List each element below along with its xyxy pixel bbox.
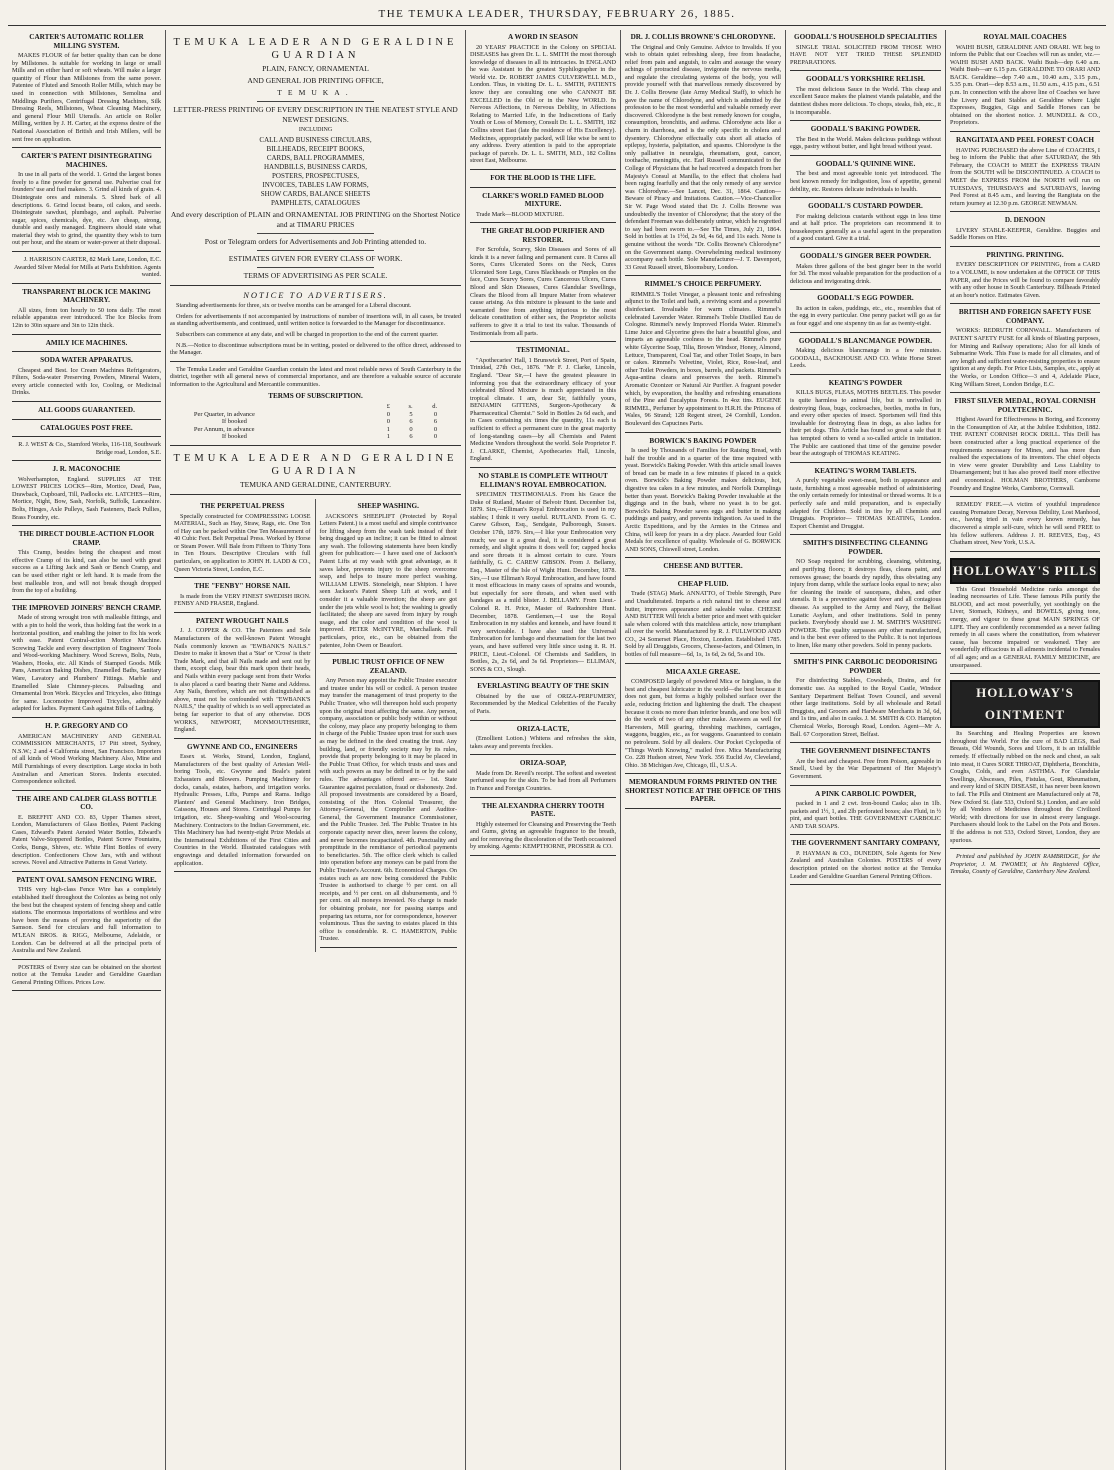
divider [625,773,781,774]
divider [470,754,616,755]
divider [625,275,781,276]
advert-heading: PATENT WROUGHT NAILS [196,616,289,625]
footer-banner-title [170,452,461,478]
advert-heading: H. P. GREGORY AND CO [45,722,128,731]
advert-heading: SODA WATER APPARATUS. [40,356,133,365]
notice-heading: NOTICE TO ADVERTISERS. [243,289,388,300]
advert-heading: SMITH'S PINK CARBOLIC DEODORISING POWDER [793,658,938,675]
advert-body: SPECIMEN TESTIMONIALS. From his Grace the Duke of Rutland, Master of Belvoir Hunt. December 1st, 1879. Sirs,—Elliman's Royal Embrocation is used in my stables; I think it very useful. RUTLAND. From G. C. Carew Gibson, Esq., Sendgate, Pulborough, Sussex. October 17th, 1879. Sirs,—I like your Embrocation very much; we use it a great deal, it is considered a great remedy, and slight sprains it does well for; capped hocks and sore throats it is almost certain to cure. Yours faithfully, G. C. CAREW GIBSON. From J. Bellamy, Esq., Master of the Isle of Wight Hunt. December, 1878. Sirs,—I use Elliman's Royal Embrocation, and have found it most efficacious in many cases of sprains and wounds, but especially for sore throats, and when used with bandages as a mild blister. J. BELLAMY. From Lieut.-Colonel R. H. Price, Master of Radnorshire Hunt. December, 1878. Gentlemen,—I use the Royal Embrocation in my stables and kennels, and have found it very serviceable. I have also used the Universal Embrocation for lumbago and rheumatism for the last two years, and have suffered very little since using it. R. H. PRICE, Lieut.-Colonel. Of Chemists and Saddlers, in Bottles, 2s, 2s 6d, and 3s 6d. Proprietors— ELLIMAN, SONS & CO., Slough. [470,491,616,673]
advert-body: SINGLE TRIAL SOLICITED FROM THOSE WHO HAVE NOT YET TRIED THESE SPLENDID PREPARATIONS. [790,43,941,66]
pence-value: 6 [433,418,438,426]
divider [790,534,941,535]
circulation-paragraph: The Temuka Leader and Geraldine Guardian contain the latest and most reliable news of South Canterbury in the district, together with all general news of commercial importance, and are therefore a valuable source of accurate information to the Agricultural and Mercantile communities. [170,365,461,388]
divider [470,187,616,188]
advert-heading: THE ALEXANDRA CHERRY TOOTH PASTE. [481,801,605,819]
pounds-value: 0 [386,418,391,426]
divider [625,808,781,809]
column-5 [786,30,946,1470]
advert-heading: A WORD IN SEASON [508,33,578,41]
advert-heading: THE IMPROVED JOINERS' BENCH CRAMP. [12,603,161,612]
printing-item: INVOICES, TABLES LAW FORMS, [262,180,369,189]
advert-body: Made from Dr. Reveil's receipt. The softest and sweetest perfumed soap for the skin. To be had from all Perfumers in France and Foreign Countries. [470,769,616,792]
divider [12,790,161,791]
title-word: AND [319,37,355,48]
advert-body: RIMMEL'S Toilet Vinegar, a pleasant tonic and refreshing adjunct to the Toilet and bath, a reviving scent and a powerful disinfectant. Invaluable for warm climates. Rimmel's celebrated Lavender Water. Rimmel's Treble Distilled Eau de Cologne. Rimmel's newly Improved Florida Water. Rimmel's Lime Juice and Glycerine gives the hair a beautiful gloss, and imparts an agreeable coolness to the head. Rimmel's pure white Glycerine Soap, Tilia, Brown Windsor, Honey, Almond, Lettuce, Transparent, Coal Tar, and other Toilet Soaps, in bars or cakes. Rimmel's Velvetine, Violet, Rice, Rose-leaf, and other Toilet Powders, in boxes, barrels, and packets. Rimmel's Aqua-antina cleans and preserves the teeth. Rimmel's Aromatic Ozonizer or Natural Air Purifier. A fragrant powder which, by evaporation, the healthy and refreshing emanations of the Pine and Eucalyptus Forests. In 4oz tins. EUGENE RIMMEL, Perfumer by appointment to H.R.H. the Princess of Wales, 96 Strand; 128 Regent street, 24 Cornhill, London. Boulevard des Capucines Paris. [625,290,781,427]
divider [257,101,373,102]
divider [950,131,1100,132]
divider [950,211,1100,212]
divider [790,197,941,198]
advert-heading: ALL GOODS GUARANTEED. [38,406,135,414]
divider [790,120,941,121]
advert-heading: CARTER'S AUTOMATIC ROLLER MILLING SYSTEM. [29,33,144,50]
advert-body: Is made from the VERY FINEST SWEDISH IRON. FENBY AND FRASER, England. [174,592,311,608]
divider [790,247,941,248]
divider [12,251,161,252]
divider [470,855,616,856]
divider [320,947,458,948]
printing-items [170,136,461,208]
divider [470,797,616,798]
divider [950,496,1100,497]
advert-body: A purely vegetable sweet-meat, both in appearance and taste, furnishing a most agreeable method of administering the only certain remedy for intestinal or thread worms. It is a perfectly safe and mild preparation, and is especially adapted for Children. Sold in tins by all Chemists and Druggists. Proprietor— THOMAS KEATING, London. Export Chemist and Druggist. [790,477,941,530]
divider [790,332,941,333]
divider [470,720,616,721]
title-word: GERALDINE [361,453,458,464]
advert-body: The Original and Only Genuine. Advice to Invalids. If you wish to obtain quiet refreshing sleep, free from headache, relief from pain and anguish, to calm and assuage the weary achings of protracted disease, invigorate the nervous media, and regulate the circulating systems of the body, you will provide yourself with that marvellous remedy discovered by Dr. J. Collis Browne (late Army Medical Staff), to which he gave the name of Chlorodyne, and which is admitted by the profession to be the most wonderful and valuable remedy ever discovered. Chlorodyne is the best remedy known for coughs, consumption, bronchitis, and asthma. Chlorodyne acts like a charm in diarrhoea, and is the only specific in cholera and dysentery. Chlorodyne effectually cuts short all attacks of epilepsy, hysteria, palpitation, and spasms. Chlorodyne is the only palliative in neuralgia, rheumatism, gout, cancer, toothache, meningitis, etc. Earl Russell communicated to the College of Physicians that he had received a despatch from her Majesty's Consul at Manilla, to the effect that cholera had been raging fearfully and that the only remedy of any service was Chlorodyne.—See Lancet, Dec. 31, 1864. Caution—Beware of Piracy and Imitations. Caution.—Vice-Chancellor Sir W. Page Wood stated that Dr. J. Collis Browne was undoubtedly the inventor of Chlorodyne; that the story of the defendant Freeman was deliberately untrue, which he regretted to say had been sworn to.—See The Times, July 21, 1864. Sold in bottles at 1s 1½d, 2s 9d, 4s 6d, and 11s each. None is genuine without the words "Dr. Collis Browne's Chlorodyne" on the Government stamp. Overwhelming medical testimony accompany each bottle. Sole Manufacturer—J. T. Davenport, 33 Great Russell street, Bloomsbury, London. [625,43,781,271]
divider [12,525,161,526]
notice-paragraph: N.B.—Notice to discontinue subscriptions must be in writing, posted or delivered to the office direct, addressed to the Manager. [170,341,461,357]
divider [470,222,616,223]
advert-heading: PATENT OVAL SAMSON FENCING WIRE. [16,875,157,884]
advert-body: REMEDY FREE.—A victim of youthful imprudence causing Premature Decay, Nervous Debility, Lost Manhood, etc., having tried in vain every known remedy, has discovered a simple self-cure, which he will send FREE to his fellow sufferers. Address J. H. REEVES, Esq., 43 Chatham street, New York, U.S.A. [950,501,1100,547]
advert-heading: A PINK CARBOLIC POWDER, [814,789,917,798]
advert-body: Making delicious blancmange in a few minutes. GOODALL, BACKHOUSE AND CO. White Horse Street Leeds. [790,347,941,370]
advert-signature: R. J. WEST & Co., Stamford Works, 116-118, Southwark Bridge road, London, S.E. [18,441,161,456]
divider [950,673,1100,674]
col-shillings: s. [408,403,413,411]
advert-body: P. HAYMAN & CO., DUNEDIN, Sole Agents for New Zealand and Australian Colonies. POSTERS of every description printed on the shortest notice at the Temuka Leader and Geraldine Guardian General Printing Offices. [790,849,941,880]
title-word: LEADER [248,453,314,464]
estimates-line: ESTIMATES GIVEN FOR EVERY CLASS OF WORK. [228,253,403,263]
divider [950,551,1100,552]
advert-heading: CHEESE AND BUTTER. [663,562,743,571]
shillings-value: 6 [409,433,413,441]
advert-heading: SMITH'S DISINFECTING CLEANING POWDER. [802,539,928,556]
divider [790,155,941,156]
pence-value: 0 [433,425,438,433]
advert-body: Makes three gallons of the best ginger beer in the world for 3d. The most valuable preparation for the production of a delicious and invigorating drink. [790,262,941,285]
advert-heading: THE AIRE AND CALDER GLASS BOTTLE CO. [16,794,157,812]
divider [170,494,461,495]
row-label: If booked [221,418,247,426]
subscription-table [192,403,439,441]
divider [170,361,461,362]
divider [470,677,616,678]
title-word: TEMUKA [173,37,242,48]
printing-item: CALL AND BUSINESS CIRCULARS, [259,135,372,144]
divider [790,834,941,835]
divider [12,351,161,352]
advert-heading: PRINTING. PRINTING. [986,250,1064,259]
advert-heading: THE PERPETUAL PRESS [200,502,285,510]
divider [625,575,781,576]
divider [950,392,1100,393]
advert-heading: GOODALL'S BLANCMANGE POWDER. [798,336,933,345]
divider [174,871,311,872]
advert-body: EVERY DESCRIPTION OF PRINTING, from a CARD to a VOLUME, is now undertaken at the OFFICE OF THIS PAPER, and the Prices will be found to compare favorably with any other house in South Canterbury. Billheads Printed at an hour's notice. Estimates Given. [950,261,1100,299]
advert-heading: THE GREAT BLOOD PURIFIER AND RESTORER. [481,227,605,244]
column-1 [8,30,166,1470]
advert-body: For disinfecting Stables, Cowsheds, Drains, and for domestic use. As supplied to the Royal Castle, Windsor Sanitary Department Belfast Town Council, and several other large institutions. Sold by all wholesale and Retail Druggists, and Grocers and Hardware Merchants in 3d, 6d, and 1s tins, and also in casks. J. M. SMITH & CO. Hampton Chemical Works, Borough Road, London. Agent—Mr A. Ball. 67 Corporation Street, Belfast. [790,677,941,738]
advert-heading: AMILY ICE MACHINES. [45,338,128,347]
advert-heading: RIMMEL'S CHOICE PERFUMERY. [644,280,762,289]
printer-imprint: Printed and published by JOHN RAMBRIDGE, for the Proprietor, J. M. TWOMEY, at his Registered Office, Temuka, County of Geraldine, Canterbury New Zealand. [950,853,1100,876]
col-pence: d. [432,403,438,411]
office-banner-title [170,36,461,62]
advert-heading: THE GOVERNMENT SANITARY COMPANY, [791,839,940,848]
advert-body: All sizes, from ton hourly to 50 tons daily. The most reliable apparatus ever introduced. The Ice Blocks from 12in to 30in square and 3in to 12in thick. [12,306,161,330]
shillings-value: 5 [409,410,413,418]
advert-heading: FIRST SILVER MEDAL, ROYAL CORNISH POLYTECHNIC. [954,397,1096,414]
advert-heading: KEATING'S WORM TABLETS. [814,466,917,475]
advert-body: MAKES FLOUR of far better quality than can be done by Millstones. Is suitable for working in large or small Mills and on either hard or soft wheats. Will make a larger quantity of Flour than Millstones from the same power. Patentee of Fluted and Smooth Roller Mills, which may be used in connection with Millstones, Semolina and Middlings Purifiers, Centrifugal Dressing Machines, Silk Dressing Reels, Millstones, Wheat Cleaning Machinery, and general Flour Mill Utensils. An article on Roller Milling, written by J. H. Carter, at the express desire of the National Association of British and Irish Millers, will be sent free on application. [12,52,161,143]
subscription-row [192,433,439,441]
subscription-heading: TERMS OF SUBSCRIPTION. [268,391,363,400]
row-label: Per Annum, in advance [193,425,255,433]
printing-item: HANDBILLS, BUSINESS CARDS, [263,162,368,171]
letterpress-line: LETTER-PRESS PRINTING OF EVERY DESCRIPTION IN THE NEATEST STYLE AND NEWEST DESIGNS. [173,105,458,124]
advert-heading: THE "FENBY" HORSE NAIL [194,582,291,591]
divider [950,848,1100,849]
twin-advert-area [170,499,461,952]
advert-heading: BRITISH AND FOREIGN SAFETY FUSE COMPANY. [958,308,1092,325]
shillings-value: 6 [409,418,413,426]
printing-item: PAMPHLETS, CATALOGUES [270,198,361,207]
advert-body: packed in 1 and 2 cwt. Iron-bound Casks; also in 1lb. packets and 1½, 1, and 2lb perforated boxes; also Fluid, in ½ pint, and quart bottles. THE GOVERNMENT CARBOLIC AND TAR SOAPS. [790,800,941,830]
advert-heading: GOODALL'S CUSTARD POWDER. [808,202,923,211]
advert-heading: GOODALL'S GINGER BEER POWDER. [800,252,931,260]
right-adverts [316,499,462,952]
columns [8,30,1106,1470]
advert-body: The best and most agreeable tonic yet introduced. The best known remedy for indigestion, loss of appetite, general debility, etc. Restores delicate individuals to health. [790,170,941,193]
advert-body: Cheapest and Best. Ice Cream Machines Refrigerators, Filters, Soda-water Preserving Powders, Mineral Waters, every article connected with Ice, Cooling, or Medicinal Drinks. [12,366,161,397]
advert-heading: ORIZA-SOAP, [519,759,567,768]
footer-subtitle: TEMUKA AND GERALDINE, CANTERBURY. [239,480,392,489]
advert-banner: HOLLOWAY'S PILLS [950,558,1100,584]
advert-body: This Cramp, besides being the cheapest and most effective Cramp of its kind, can also be used with great success as a Lifting Jack and Sash or Bench Cramp, and can be used either right or left hand. It is made from the best malleable iron, and will not break though dropped from the top of a building. [12,549,161,595]
advert-body: POSTERS of Every size can be obtained on the shortest notice at the Temuka Leader and Geraldine Guardian General Printing Offices. Prices Low. [12,963,161,986]
advert-body: Is used by Thousands of Families for Raising Bread, with half the trouble and in a quarter of the time required with yeast. Borwick's Baking Powder. With this article small loaves of bread can be made in a few minutes if placed in a quick oven. Borwick's Baking Powder makes delicious, hot, digestive tea cakes in a few minutes, and Norfolk Dumplings better than yeast. Borwick's Baking Powder invaluable at the diggings and in the bush, where no yeast is to be got. Borwick's Baking Powder saves eggs and butter in making puddings and pastry, and prevents indigestion. As used in the Arctic Expeditions, and by the Armies in the Crimea and China, will keep for years in a dry place. Awarded four Gold Medals for excellence of quality. Wholesale of G. BORWICK AND SONS, Chiswell street, London. [625,447,781,553]
divider [470,169,616,170]
advert-body: For Scrofula, Scurvy, Skin Diseases and Sores of all kinds it is a never failing and permanent cure. It Cures all Sores, Cures Ulcerated Sores on the Neck, Cures Ulcerated Sore Legs, Cures Blackheads or Pimples on the face, Cures Scurvy Sores, Cures Cancerous Ulcers, Cures Blood and Skin Diseases, Cures Glandular Swellings, Clears the Blood from all Impure Matter from whatever cause arising. As this mixture is pleasant to the taste and warranted free from anything injurious to the most delicate constitution of either sex, the Proprietor solicits sufferers to give it a trial to test its value. Thousands of Testimonials from all parts. [470,246,616,337]
advert-heading: FOR THE BLOOD IS THE LIFE. [490,174,596,182]
advert-banner: HOLLOWAY'S OINTMENT [950,680,1100,728]
divider [12,959,161,960]
advert-heading: GOODALL'S QUININE WINE. [815,159,916,168]
town-line: TEMUKA. [277,88,354,97]
divider [320,653,458,654]
title-word: AND [319,453,355,464]
left-adverts [170,499,316,952]
divider [12,436,161,437]
advert-body: "Apothecaries' Hall, 1 Brunswick Street, Port of Spain, Trinidad, 27th Oct., 1876. "Mr F. J. Clarke, Lincoln, England. "Dear Sir,—I have the greatest pleasure in informing you that the extraordinary efficacy of your celebrated Blood Mixture is much appreciated in this tropical climate. I am, dear Sir, faithfully yours, BENJAMIN GITTENS, Surgeon-Apothecary & Pharmaceutical Chemist." Sold in Bottles 2s 6d each, and in Cases containing six times the quantity, 11s each is sufficient to effect a permanent cure in the great majority of long-standing cases—by all Chemists and Patent Medicine Vendors throughout the world. Sole Proprietor F. J. CLARKE, Chemist, Apothecaries Hall, Lincoln, England. [470,356,616,463]
column-3 [466,30,621,1470]
advert-body: (Emollient Lotion.) Whitens and refreshes the skin, takes away and prevents freckles. [470,735,616,750]
title-word: GERALDINE [361,37,458,48]
including-line: INCLUDING [298,127,333,133]
advert-heading: TESTIMONIAL. [516,346,570,355]
divider [170,285,461,286]
advert-body: 20 YEARS' PRACTICE in the Colony on SPECIAL DISEASES has given Dr. L. L. SMITH the most thorough knowledge of diseases in all its intricacies. In ENGLAND he was Assistant to the greatest Syphilographer in the World viz. Dr. ROBERT JAMES CULVERWELL M.D., London. Thus, in visiting Dr. L. L. SMITH, PATIENTS know they are consulting one who CANNOT BE EXCELLED in the Old or in the New WORLD. In Nervous Affections, in Nervous Debility, in Affections Relating to Married Life, in the Indiscretions of Early Youth or Loss of Memory, Consult Dr. L. L. SMITH, 182 Collins street East (late the residence of His Excellency). Medicines, appropriately packed, will like wise be sent to any address. Every attention is paid to the appropriate package of parcels. Dr. L. L. SMITH, M.D., 182 Collins street East, Melbourne. [470,43,616,165]
advert-heading: CLARKE'S WORLD FAMED BLOOD MIXTURE. [482,191,604,208]
advert-body: J. J. COPPER & CO. The Patentees and Sole Manufacturers of the well-known Patent Wrought Nails commonly known as "EWBANK'S NAILS." Desire to make it known that a 'Star' or 'Cross' is their Trade Mark, and that all Nails made and sent out by them, except clasp, bear this mark upon their heads, and Nails within every package sent from their Works is also placed a card bearing their Name and Address. Any Nails, therefore, which are not distinguished as above, must not be confounded with "EWBANK'S NAILS," the quality of which is so well appreciated as being far superior to that of any otherwise. DOS WORKS, NEWPORT, MONMOUTHSHIRE, England. [174,627,311,734]
page-masthead: THE TEMUKA LEADER, THURSDAY, FEBRUARY 26, 1885. [8,8,1106,26]
pence-value: 0 [433,410,438,418]
divider [12,871,161,872]
title-word: GUARDIAN [271,50,360,61]
title-word: LEADER [248,37,314,48]
row-label: Per Quarter, in advance [193,410,255,418]
divider [12,419,161,420]
printing-item: SHOW CARDS, BALANCE SHEETS [260,189,371,198]
advert-heading: D. DENOON [1004,216,1046,225]
printing-item: BILLHEADS, RECEIPT BOOKS, [266,144,365,153]
advert-body: Its action in cakes, puddings, etc., etc., resembles that of the egg in every particular. One penny packet will go as far as four eggs! and one sixpenny tin as far as twenty-eight. [790,304,941,327]
advert-heading: KEATING'S POWDER [828,378,903,387]
printing-item: POSTERS, PROSPECTUSES, [272,171,359,180]
advert-body: Wolverhampton, England. SUPPLIES AT THE LOWEST PRICES LOCKS—Rim, Mortice, Dead, Pass, Drawback, Cupboard, Till, Padlocks etc. LATCHES—Rim, Mortice, Night, Bow, Sash, Norfolk, Suffolk, Lancashire. Bolts, Hinges, Axle Pulleys, Sash Fasteners, Back Pullies, Brass Foundry, etc. [12,475,161,521]
divider [950,303,1100,304]
divider [12,599,161,600]
divider [12,460,161,461]
advert-heading: GOODALL'S YORKSHIRE RELISH. [806,75,925,84]
advert-body: JACKSON'S SHEEPLIFT (Protected by Royal Letters Patent.) is a most useful and simple contrivance for lifting sheep from the wash tank instead of their being dragged up an incline; it can be fitted to almost any wash. The following statements have been kindly given for publication:— I have used one of Jackson's Patent Lifts at my wash with great advantage, as it saves labor, prevents injury to the sheep overcome soap, and helps to insure more perfect washing. WILLIAM LEWIS. Stoneleigh, near Shipton. I have seen Jackson's Patent Sheep Lift at work, and I consider it a valuable invention; the sheep are got under the jets while wool is hot; the washing is greatly facilitated; the sheep are saved from injury by rough usage, and the color and condition of the wool is improved. PETER McINTYRE, Marchallank. Full particulars, price, etc., can be obtained from the patentee, John Owen or Beaufort. [319,512,457,649]
column-2 [166,30,466,1470]
advert-body: Specially constructed for COMPRESSING LOOSE MATERIAL, Such as Hay, Straw, Rags, etc. One Ton of Hay can be packed within One Ten Measurement of 40 Cubic Feet. Belt Perpetual Press. Worked by Horse or Steam Power. Will Bale from Fifteen to Thirty Tons in Ten Hours. Descriptive Circulars with full particulars, on application to JOHN H. LADD & CO., Queen Victoria Street, London, E.C. [174,512,311,573]
subscription-row [192,411,439,419]
advert-body: LIVERY STABLE-KEEPER, Geraldine. Buggies and Saddle Horses on Hire. [950,226,1100,242]
advert-heading: GOODALL'S HOUSEHOLD SPECIALITIES [794,33,937,41]
advert-body: KILLS BUGS, FLEAS, MOTHS BEETLES. This powder is quite harmless to animal life, but is unrivalled in destroying fleas, bugs, cockroaches, beetles, moths in furs, and every other species of insect. Sportsmen will find this invaluable for destroying fleas in dogs, as also ladies for their pet dogs. This Article has found so great a sale that it has tempted others to vend a so-called article in imitation. The Public are cautioned that time of the genuine powder bear the autograph of THOMAS KEATING. [790,389,941,458]
advert-heading: MICA AXLE GREASE. [665,667,741,676]
advert-body: WAIHI BUSH, GERALDINE AND ORARI. WE beg to inform the Public that our Coaches will run as under, viz.— WAIHI BUSH AND BACK. Waihi Bush—dep 6.40 a.m. Waihi Bush—arr 6.15 p.m. GERALDINE TO ORARI AND BACK. Geraldine—dep 7.40 a.m., 10.40 a.m., 3.15 p.m., 5.35 p.m. Orari—dep 8.53 a.m., 11.50 a.m., 4.15 p.m., 6.51 p.m. In connection with the above line of Coaches we have the Livery and Bait Stables at Geraldine where Light Expresses, Buggies, Gigs and Saddle Horses can be obtained on the shortest notice. J. MUNDELL & CO., Proprietors. [950,43,1100,127]
advert-heading: GOODALL'S EGG POWDER. [817,294,914,303]
advert-signature: J. HARRISON CARTER, 82 Mark Lane, London, E.C. Awarded Silver Medal for Mills at Paris Exhibition. Agents wanted. [13,256,161,279]
divider [12,334,161,335]
advert-body: COMPOSED largely of powdered Mica or Isinglass, is the best and cheapest lubricator in the world—the best because it does not gum, but forms a highly polished surface over the axle, reducing friction and lightening the draft. The cheapest because it costs no more than inferior brands, and one box will do the work of two of any other make. Answers as well for Harvesters, Mill gearing, threshing machines, carriages, waggons, buggies, etc., as for waggons. Guaranteed to contain no petroleum. Sold by all dealers. Our Pocket Cyclopedia of "Things Worth Knowing," mailed free. Mica Manufacturing Co. 228 Hudson street, New York. 356 Euclid Av, Cleveland, Ohio. 38 Michigan Ave, Chicago, Ill., U.S.A. [625,678,781,769]
advert-body: For making delicious custards without eggs in less time and at half price. The proprietors can recommend it to housekeepers generally as a useful agent in the preparation of a good custard. Give it a trial. [790,212,941,243]
advert-body: Are the best and cheapest. Free from Poison, agreeable in Smell, Used by the War Department of Her Majesty's Government. [790,757,941,780]
divider [790,289,941,290]
divider [470,467,616,468]
divider [12,990,161,991]
row-label: If booked [221,433,247,441]
advert-body: THIS very high-class Fence Wire has a completely established itself throughout the Colonies as being not only the best but the cheapest system of fencing sheep and cattle stations. The enormous importations of worthless and wire have been the means of proving the superiority of the Samson. Send for circulars and full information to M'LEAN BROS. & RIGG, Melbourne, Adelaide, or London. Can be delivered at all the principal ports of Australia and New Zealand. [12,886,161,955]
advert-body: WORKS: REDRUTH CORNWALL. Manufacturers of PATENT SAFETY FUSE for all kinds of Blasting purposes, for Mining and Railway operations; Also for all kinds of Submarine Work. This Fuse is made for all climates, and of any length and sufficient water-resisting properties to ensure ignition at any depth. For Price Lists, Samples, etc., apply at the Works, or London Office—3 and 4, Adelaide Place, King William Street, London Bridge, E.C. [950,327,1100,388]
advert-body: E. BREFFIT AND CO. 83, Upper Thames street, London, Manufacturers of Glass Bottles, Patent Packing Cases, Edward's Patent Aerated Water Bottles, Edward's Patent Valve-Stoppered Bottles, Patent Screw Fountains, Corks, Bungs, Shives, etc. White Flint Bottles of every description. Confectioners Chow Jars, with and without screws. Novel and Attractive Patterns in Great Variety. [12,813,161,867]
advert-body: Obtained by the use of ORIZA-PERFUMERY, Recommended by the Medical Celebrities of the Faculty of Paris. [470,692,616,715]
pounds-value: 1 [386,425,391,433]
notice-paragraph: Orders for advertisements if not accompanied by instructions of number of insertions will, in all cases, be treated as standing advertisements, and continued, until written notice is forwarded to the Manager for discontinuance. [170,312,461,328]
every-description-line: And every description of PLAIN and ORNAMENTAL JOB PRINTING on the Shortest Notice and at TIMARU PRICES [170,209,461,229]
advert-heading: PUBLIC TRUST OFFICE OF NEW ZEALAND. [332,658,445,675]
divider [12,283,161,284]
advert-heading: SHEEP WASHING. [357,502,419,510]
post-orders-line: Post or Telegram orders for Advertisements and Job Printing attended to. [204,236,427,246]
advert-body: Trade Mark—BLOOD MIXTURE. [476,210,564,218]
title-word: TEMUKA [173,453,242,464]
advert-body: This Great Household Medicine ranks amongst the leading necessaries of Life. These famous Pills purify the BLOOD, and act most powerfully, yet soothingly on the Liver, Stomach, Kidneys, and BOWELS, giving tone, energy, and vigour to these great MAIN SPRINGS OF LIFE. They are confidently recommended as a never failing remedy in all cases where the constitution, from whatever cause, has become impaired or weakened. They are wonderfully efficacious in all ailments incidental to Females of all ages; and as a GENERAL FAMILY MEDICINE, are unsurpassed. [950,585,1100,669]
divider [470,341,616,342]
subscription-header-row [192,403,439,411]
advert-body: Made of strong wrought iron with malleable fittings, and with a pin to hold the work, thus holding fast the work in a horizontal position, and enabling the joiner to fix his work with ease. Patent Central-action Mortice Machine. Screwing Tackle and every description of Engineers' Tools and Wood-working Machinery. Wood Screws, Bolts, Nuts, Washers, Hooks, etc. All Kinds of Stamped Goods. Milk Pans, American Baking Dishes, Enamelled Baths, Sanitary Ware, Lavatory and Plumbers' Fittings. Marble and Enamelled Slate Chimney-pieces. Palisading and Ornamental Iron Work. Bicycles and Tricycles, also fittings for same. Locomotive Improved Tricycles, admirably adapted for ladies. Payment Cash against Bills of Lading. [12,614,161,713]
pence-value: 0 [433,433,438,441]
advert-heading: GOODALL'S BAKING POWDER. [810,125,921,134]
printing-item: CARDS, BALL PROGRAMMES, [266,153,365,162]
divider [790,70,941,71]
advert-body: Essex st. Works, Strand, London, England, Manufacturers of the best quality of Artesian Well-boring Tools, etc. Gwynne and Beale's patent Exhausters and Blowers. Pumping Machinery for docks, canals, estates, harbors, and irrigation works. Hydraulic Presses, Lifts, Pumps and Rams. Indigo Planters' and General Machinery. Iron Bridges, Caissons, Houses and Stores. Centrifugal Pumps for irrigation, etc. Sheep-washing and Wool-scouring Machinery. Contractors to the Indian Government, etc. This Machinery has had twenty-eight Prize Medals at the International Exhibitions of the First Cities and Countries in the World. Illustrated catalogues with engravings and detailed information forwarded on application. [174,753,311,867]
column-4 [621,30,786,1470]
general-job-line: AND GENERAL JOB PRINTING OFFICE, [247,76,384,85]
divider [625,432,781,433]
divider [257,250,373,251]
divider [790,742,941,743]
column-6 [946,30,1104,1470]
advert-heading: DR. J. COLLIS BROWNE'S CHLORODYNE. [630,33,776,41]
advert-body: Its Searching and Healing Properties are known throughout the World. For the cure of BAD LEGS, Bad Breasts, Old Wounds, Sores and Ulcers, it is an infallible remedy. If effectually rubbed on the neck and chest, as salt into meat, it Cures SORE THROAT, Diphtheria, Bronchitis, Coughs, Colds, and even ASTHMA. For Glandular Swellings, Abscesses, Piles, Fistulas, Gout, Rheumatism, and every kind of SKIN DISEASE, it has never been known to fail. The Pills and Ointment are Manufactured only at 78, New Oxford St. (late 533, Oxford St.) London, and are sold by all Vendors of Medicines throughout the Civilized World; with directions for use in almost every language. Purchasers should look to the Label on the Pots and Boxes. If the address is not 533, Oxford Street, London, they are spurious. [950,730,1100,844]
divider [257,233,373,234]
plain-fancy-line: PLAIN, FANCY, ORNAMENTAL [262,64,369,73]
divider [790,653,941,654]
divider [625,663,781,664]
subscription-row [192,418,439,426]
advert-heading: ORIZA-LACTE, [516,724,570,733]
divider [790,785,941,786]
divider [174,612,311,613]
divider [790,884,941,885]
divider [625,557,781,558]
divider [12,401,161,402]
advert-heading: NO STABLE IS COMPLETE WITHOUT ELLIMAN'S ROYAL EMBROCATION. [478,472,608,489]
advert-heading: MEMORANDUM FORMS PRINTED ON THE SHORTEST NOTICE AT THE OFFICE OF THIS PAPER. [625,778,781,804]
subscription-row [192,426,439,434]
advert-body: HAVING PURCHASED the above Line of COACHES, I beg to inform the Public that after SATURDAY, the 9th February, the COACH to MEET the EXPRESS TRAIN from the SOUTH will be DISCONTINUED. A COACH to MEET the EXPRESS FROM the NORTH will run on TUESDAYS, THURSDAYS and SATURDAYS, leaving Peel Forest at 8.45 a.m., and leaving the Rangitata on the return journey at 12.30 p.m. GEORGE NEWMAN. [950,146,1100,207]
advert-heading: GWYNNE AND CO., ENGINEERS [187,742,298,751]
divider [12,147,161,148]
advert-body: AMERICAN MACHINERY AND GENERAL COMMISSION MERCHANTS, 17 Pitt street, Sydney, N.S.W.; 2 and 4 California street, San Francisco. Importers of all kinds of Wood Working Machinery. Also, Mine and Mill Furnishings of every description. Large stocks in both Australian and American Stores. Indents executed. Correspondence solicited. [12,732,161,786]
notice-paragraph: Subscribers can commence at any date, and will be charged in proportion to the end of the current quarter. [176,330,439,338]
notice-paragraph: Standing advertisements for three, six or twelve months can be arranged for a Liberal discount. [176,302,412,310]
advert-heading: EVERLASTING BEAUTY OF THE SKIN [477,682,609,691]
advert-body: Trade (STAG) Mark. ANNATTO, of Treble Strength, Pure and Unadulterated. Imparts a rich natural tint to cheese and butter, improves appearance and saleable value. CHEESE AND BUTTER Will fetch a better price and meet with quicker sale when colored with this matchless article, now triumphant all over the world. Manufactured by R. J. FULLWOOD AND CO., 24 Somerset Place, Hoxton, London. Established 1785. Sold by all Druggists, Grocers, Cheese-factors, and Oilmen, in bottles of full measure—6d, 1s, 1s 6d, 2s 6d, 5s and 10s. [625,590,781,659]
advert-body: Highly esteemed for Cleansing and Preserving the Teeth and Gums, giving an agreeable fragrance to the breath, and for removing the discoloration of the Teeth occasioned by smoking. Agents: KEMPTHORNE, PROSSER & CO. [470,820,616,851]
terms-line: TERMS OF ADVERTISING AS PER SCALE. [243,270,388,280]
advert-heading: ROYAL MAIL COACHES [983,33,1067,41]
col-pounds: £ [386,403,391,411]
advert-body: The most delicious Sauce in the World. This cheap and excellent Sauce makes the plainest viands palatable, and the daintiest dishes more delicious. To chops, steaks, fish, etc., it is incomparable. [790,85,941,116]
advert-body: Any Person may appoint the Public Trustee executor and trustee under his will or codicil. A person trustee may transfer the management of trust property to the Public Trustee, who will thereupon hold such property upon the original trust affecting the same. Any person, company, association or public body within or without the colony, may place any property belonging to them in charge of the Public Trustee upon trust for such uses as may be defined in the deed creating the trust. Any building, land, or friendly society may by its rules, provide that property belonging to it may be placed in the Public Trust Office, for which trusts and uses and with such powers as may be defined in or by the said rules. The advantages offered are:— 1st. State Guarantee against peculation, fraud or dishonesty. 2nd. All proposed investments are considered by a Board, consisting of the Hon. Colonial Treasurer, the Attorney-General, the Comptroller and Auditor-General, the Government Insurance Commissioner, and the Public Trustee. 3rd. The Public Trustee in his corporate capacity never dies, never leaves the colony, and never becomes incapacitated. 4th. Punctuality and promptitude in the remittance of periodical payments to beneficiaries. 5th. The office clerk which is called into operation before any moneys can be paid from the Public Trustee's Account. 6th. Economical Charges. On estates such as are now being considered the Public Trustee is authorised to charge ½ per cent. on all receipts, and ½ per cent. on all disbursements, and ½ per cent. on all moneys invested. No charge is made for obtaining probate, nor for passing stamps and preparing tax returns, nor for correspondence, however voluminous. Thus the saving to estates placed in this office is considerable. R. C. HAMERTON, Public Trustee. [319,677,457,943]
advert-heading: J. R. MACONOCHIE [52,465,121,474]
title-word: GUARDIAN [271,466,360,477]
advert-body: Highest Award for Effectiveness in Boring, and Economy in the Consumption of Air, at the Jubilee Exhibition, 1882. THE PATENT CORNISH ROCK DRILL. This Drill has been constructed after a long practical experience of the requirements necessary for Mines, and has more than realised the expectations of its inventors. The chief objects in view were greater Durability and Less Liability to Disarrangement; but it has also proved itself more effective and economical. HOLMAN BROTHERS, Camborne Foundry and Engine Works, Camborne, Cornwall. [950,416,1100,492]
divider [790,374,941,375]
advert-heading: RANGITATA AND PEEL FOREST COACH [955,136,1095,145]
advert-heading: THE GOVERNMENT DISINFECTANTS [800,747,931,756]
divider [790,462,941,463]
divider [174,738,311,739]
advert-heading: THE DIRECT DOUBLE-ACTION FLOOR CRAMP. [18,530,155,547]
advert-body: In use in all parts of the world. 1. Grind the largest bones freely to a fine powder for general use. Pulverise coal for founders' use and fuel makers. 3. Grind all kinds of grain. 4. Disintegrate ores and minerals. 5. Shred bark of all descriptions. 6. Grind locust beans, oil cakes, and seeds. Disintegrate sawdust, plumbago, and asphalt. Pulverise sugar, spices, chemicals, dye, etc. Are cheap, strong, durable and easily managed. Engineers should state what material they wish to grind, the quantity they wish to turn out per hour, and the steam or water-power at their disposal. [12,171,161,247]
advert-body: The Best in the World. Makes delicious puddings without eggs, pastry without butter, and light bread without yeast. [790,135,941,151]
divider [257,267,373,268]
pounds-value: 0 [386,410,391,418]
advert-body: NO Soap required for scrubbing, cleansing, whitening, and purifying floors; it destroys fleas, cleans paint, and removes grease; the boards dry rapidly, thus obviating any injury from damp, while the surface looks equal to new; also for cleaning the inside of saucepans, dishes, and other utensils. It is a preventive against fever and all contagious disease. As supplied to the Army and Navy, the Belfast Lunatic Asylum, and other institutions. Sold in penny packets. Everybody should use J. M. SMITH'S WASHING POWDER. The quality surpasses any other manufactured, and is the best ever offered to the Public. It is not injurious to linen, like many other powders. Sold in penny packets. [790,558,941,649]
pounds-value: 1 [386,433,391,441]
advert-heading: CHEAP FLUID. [677,579,729,588]
divider [12,717,161,718]
advert-heading: BORWICK'S BAKING POWDER [649,436,757,445]
advert-heading: CARTER'S PATENT DISINTEGRATING MACHINES. [20,152,152,169]
advert-heading: CATALOGUES POST FREE. [40,423,133,432]
divider [950,246,1100,247]
shillings-value: 0 [409,425,413,433]
divider [174,577,311,578]
advert-heading: TRANSPARENT BLOCK ICE MAKING MACHINERY. [22,287,151,305]
divider [170,445,461,446]
